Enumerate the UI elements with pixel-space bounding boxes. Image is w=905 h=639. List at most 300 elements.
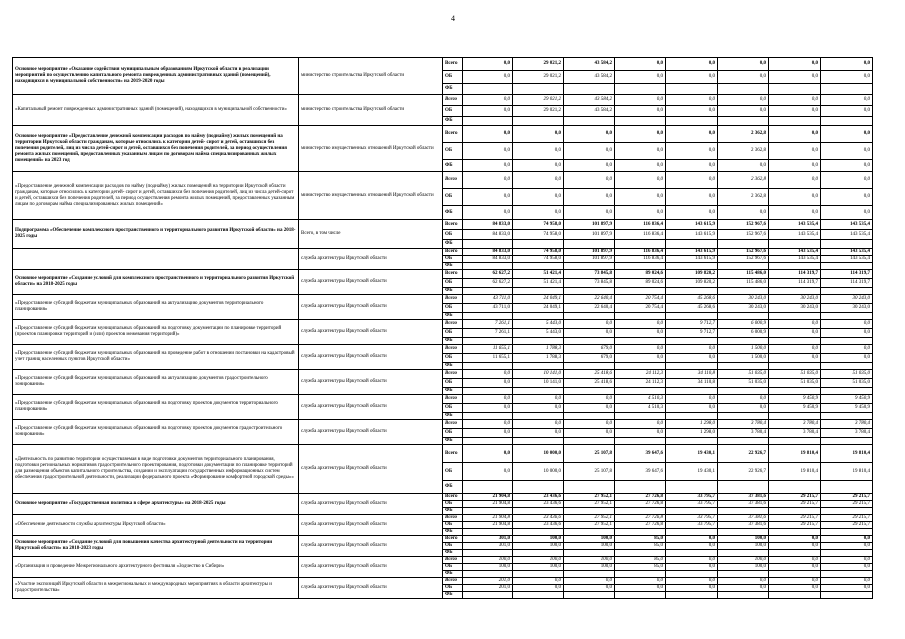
funding-source-cell: Всего bbox=[443, 270, 463, 279]
amount-cell: 33 795,7 bbox=[666, 522, 718, 529]
executor-cell: служба архитектуры Иркутской области bbox=[299, 270, 443, 295]
executor-cell: министерство строительства Иркутской области bbox=[299, 95, 443, 126]
executor-cell: Всего, в том числе bbox=[299, 220, 443, 249]
amount-cell bbox=[564, 550, 615, 557]
amount-cell: 100,0 bbox=[513, 564, 564, 571]
amount-cell: 143 615,9 bbox=[666, 256, 718, 263]
amount-cell bbox=[513, 508, 564, 515]
amount-cell: 114 319,7 bbox=[821, 270, 873, 279]
amount-cell: 2 362,8 bbox=[718, 143, 769, 160]
amount-cell: 0,0 bbox=[463, 143, 513, 160]
funding-source-cell: Всего bbox=[443, 295, 463, 304]
amount-cell bbox=[615, 438, 666, 445]
executor-cell: служба архитектуры Иркутской области bbox=[299, 370, 443, 395]
executor-cell: министерство строительства Иркутской области bbox=[299, 58, 443, 95]
amount-cell bbox=[666, 388, 718, 395]
amount-cell: 43 711,0 bbox=[463, 304, 513, 313]
amount-cell: 4 510,3 bbox=[615, 395, 666, 404]
amount-cell bbox=[463, 481, 513, 494]
amount-cell bbox=[769, 571, 821, 578]
amount-cell: 0,0 bbox=[513, 172, 564, 189]
amount-cell: 0,0 bbox=[821, 354, 873, 363]
amount-cell bbox=[718, 263, 769, 270]
amount-cell: 73 845,8 bbox=[564, 279, 615, 288]
amount-cell: 9 450,9 bbox=[769, 404, 821, 413]
amount-cell: 101 897,9 bbox=[564, 220, 615, 230]
table-row bbox=[13, 345, 873, 354]
amount-cell bbox=[615, 84, 666, 95]
amount-cell: 29 215,7 bbox=[769, 515, 821, 522]
amount-cell: 10 141,0 bbox=[513, 379, 564, 388]
amount-cell: 43 584,2 bbox=[564, 58, 615, 71]
amount-cell bbox=[769, 529, 821, 536]
amount-cell: 0,0 bbox=[666, 58, 718, 71]
executor-cell: служба архитектуры Иркутской области bbox=[299, 515, 443, 536]
amount-cell: 37 381,6 bbox=[718, 494, 769, 501]
amount-cell bbox=[564, 481, 615, 494]
amount-cell: 9 450,9 bbox=[821, 395, 873, 404]
amount-cell: 0,0 bbox=[666, 345, 718, 354]
table-row bbox=[13, 445, 873, 463]
amount-cell: 0,0 bbox=[666, 189, 718, 206]
amount-cell bbox=[513, 438, 564, 445]
amount-cell bbox=[463, 529, 513, 536]
amount-cell: 0,0 bbox=[463, 71, 513, 84]
amount-cell: 30 243,0 bbox=[769, 304, 821, 313]
amount-cell bbox=[769, 288, 821, 295]
amount-cell: 0,0 bbox=[718, 585, 769, 592]
funding-source-cell: ФБ bbox=[443, 571, 463, 578]
table-row bbox=[13, 494, 873, 501]
funding-source-cell: ОБ bbox=[443, 279, 463, 288]
amount-cell: 0,0 bbox=[615, 58, 666, 71]
amount-cell: 27 952,1 bbox=[564, 501, 615, 508]
amount-cell: 0,0 bbox=[769, 71, 821, 84]
amount-cell: 24 112,3 bbox=[615, 370, 666, 379]
amount-cell: 100,0 bbox=[718, 557, 769, 564]
amount-cell bbox=[769, 363, 821, 370]
amount-cell: 25 418,6 bbox=[564, 370, 615, 379]
amount-cell bbox=[513, 529, 564, 536]
amount-cell: 0,0 bbox=[666, 126, 718, 143]
amount-cell: 0,0 bbox=[513, 404, 564, 413]
amount-cell: 3 780,4 bbox=[769, 429, 821, 438]
amount-cell: 3 780,4 bbox=[718, 420, 769, 429]
executor-cell: служба архитектуры Иркутской области bbox=[299, 536, 443, 557]
amount-cell: 0,0 bbox=[769, 172, 821, 189]
measure-name-cell: «Предоставление субсидий бюджетам муниципальных образований на актуализацию документов градостроительного зонирования» bbox=[13, 370, 299, 395]
measure-name-cell bbox=[13, 249, 299, 270]
amount-cell bbox=[463, 288, 513, 295]
amount-cell bbox=[666, 263, 718, 270]
amount-cell bbox=[821, 84, 873, 95]
funding-source-cell: ОБ bbox=[443, 143, 463, 160]
funding-source-cell: ОБ bbox=[443, 501, 463, 508]
table-row bbox=[13, 58, 873, 71]
amount-cell bbox=[463, 338, 513, 345]
amount-cell bbox=[666, 529, 718, 536]
amount-cell: 84 833,0 bbox=[463, 230, 513, 240]
amount-cell bbox=[615, 413, 666, 420]
amount-cell: 85,0 bbox=[615, 557, 666, 564]
executor-cell: служба архитектуры Иркутской области bbox=[299, 345, 443, 370]
amount-cell: 1 500,0 bbox=[718, 345, 769, 354]
amount-cell: 29 021,2 bbox=[513, 71, 564, 84]
amount-cell bbox=[564, 571, 615, 578]
amount-cell bbox=[564, 263, 615, 270]
funding-source-cell: ОБ bbox=[443, 585, 463, 592]
amount-cell bbox=[718, 240, 769, 249]
amount-cell: 0,0 bbox=[769, 354, 821, 363]
amount-cell bbox=[769, 592, 821, 599]
amount-cell bbox=[615, 240, 666, 249]
amount-cell: 0,0 bbox=[615, 429, 666, 438]
funding-source-cell: ОБ bbox=[443, 230, 463, 240]
amount-cell: 0,0 bbox=[666, 404, 718, 413]
amount-cell bbox=[513, 263, 564, 270]
amount-cell: 0,0 bbox=[769, 345, 821, 354]
amount-cell bbox=[463, 508, 513, 515]
amount-cell: 5 443,0 bbox=[513, 320, 564, 329]
executor-cell: министерство имущественных отношений Иркутской области bbox=[299, 126, 443, 172]
amount-cell bbox=[718, 550, 769, 557]
funding-source-cell: ФБ bbox=[443, 550, 463, 557]
amount-cell: 37 381,6 bbox=[718, 515, 769, 522]
amount-cell: 0,0 bbox=[821, 320, 873, 329]
funding-source-cell: Всего bbox=[443, 345, 463, 354]
amount-cell: 29 021,2 bbox=[513, 106, 564, 117]
amount-cell bbox=[666, 313, 718, 320]
table-row bbox=[13, 172, 873, 189]
amount-cell: 2 362,8 bbox=[718, 126, 769, 143]
amount-cell: 143 535,4 bbox=[821, 220, 873, 230]
amount-cell: 0,0 bbox=[769, 578, 821, 585]
amount-cell bbox=[821, 263, 873, 270]
amount-cell: 100,0 bbox=[513, 536, 564, 543]
amount-cell bbox=[769, 263, 821, 270]
amount-cell: 100,0 bbox=[513, 543, 564, 550]
amount-cell: 0,0 bbox=[718, 106, 769, 117]
amount-cell: 2 362,8 bbox=[718, 189, 769, 206]
amount-cell bbox=[666, 84, 718, 95]
table-row bbox=[13, 126, 873, 143]
amount-cell: 0,0 bbox=[564, 143, 615, 160]
amount-cell: 0,0 bbox=[821, 206, 873, 220]
amount-cell: 10 141,0 bbox=[513, 370, 564, 379]
amount-cell bbox=[564, 338, 615, 345]
measure-name-cell: «Предоставление денежной компенсации расходов по найму (поднайму) жилых помещений на территории Иркутской области гражданам, которые относились к категории детей- сирот и детей, оставшихся без попечения родителей, лиц из числа детей-сирот и детей, оставшихся без попечения родителей, за период осуществления ремонта жилых помещений, предоставленных указанным лицам по договорам найма специализированных жилых помещений» bbox=[13, 172, 299, 220]
amount-cell: 0,0 bbox=[463, 172, 513, 189]
amount-cell: 0,0 bbox=[718, 71, 769, 84]
measure-name-cell: Основное мероприятие «Оказание содействия муниципальным образованиям Иркутской области в реализации мероприятий по осуществлению капитального ремонта поврежденных административных зданий (помещений), находящихся в муниципальной собственности» на 2019-2020 годы bbox=[13, 58, 299, 95]
amount-cell bbox=[513, 117, 564, 126]
amount-cell: 100,0 bbox=[463, 564, 513, 571]
amount-cell: 0,0 bbox=[769, 106, 821, 117]
amount-cell bbox=[513, 338, 564, 345]
amount-cell bbox=[564, 84, 615, 95]
amount-cell bbox=[769, 240, 821, 249]
amount-cell: 0,0 bbox=[666, 395, 718, 404]
funding-source-cell: ФБ bbox=[443, 529, 463, 536]
amount-cell bbox=[564, 313, 615, 320]
amount-cell: 0,0 bbox=[615, 126, 666, 143]
amount-cell: 45 268,6 bbox=[666, 295, 718, 304]
executor-cell: служба архитектуры Иркутской области bbox=[299, 578, 443, 599]
executor-cell: служба архитектуры Иркутской области bbox=[299, 420, 443, 445]
amount-cell: 9 450,9 bbox=[821, 404, 873, 413]
executor-cell: служба архитектуры Иркутской области bbox=[299, 295, 443, 320]
amount-cell bbox=[666, 338, 718, 345]
amount-cell: 143 535,4 bbox=[769, 220, 821, 230]
funding-source-cell: ОБ bbox=[443, 564, 463, 571]
amount-cell: 29 215,7 bbox=[821, 522, 873, 529]
amount-cell: 0,0 bbox=[718, 395, 769, 404]
measure-name-cell: Основное мероприятие «Предоставление денежной компенсации расходов по найму (поднайму) жилых помещений на территории Иркутской области гражданам, которые относились к категории детей- сирот и детей, оставшихся без попечения родителей, лиц из числа детей-сирот и детей, оставшихся без попечения родителей, за период осуществления ремонта жилых помещений, предоставленных указанным лицам по договорам найма специализированных жилых помещений» на 2023 год bbox=[13, 126, 299, 172]
amount-cell: 143 615,9 bbox=[666, 230, 718, 240]
amount-cell: 33 795,7 bbox=[666, 515, 718, 522]
amount-cell: 116 836,4 bbox=[615, 220, 666, 230]
amount-cell: 0,0 bbox=[821, 126, 873, 143]
amount-cell: 7 261,1 bbox=[463, 329, 513, 338]
measure-name-cell: «Предоставление субсидий бюджетам муниципальных образований на актуализацию документов территориального планирования» bbox=[13, 295, 299, 320]
amount-cell: 23 436,6 bbox=[513, 522, 564, 529]
amount-cell: 0,0 bbox=[615, 172, 666, 189]
amount-cell: 29 215,7 bbox=[769, 494, 821, 501]
amount-cell: 0,0 bbox=[513, 420, 564, 429]
amount-cell: 30 243,0 bbox=[821, 304, 873, 313]
amount-cell bbox=[615, 288, 666, 295]
amount-cell: 5 443,0 bbox=[513, 329, 564, 338]
amount-cell: 0,0 bbox=[666, 206, 718, 220]
amount-cell: 4 510,3 bbox=[615, 404, 666, 413]
amount-cell: 109 820,2 bbox=[666, 270, 718, 279]
amount-cell: 0,0 bbox=[463, 206, 513, 220]
amount-cell: 0,0 bbox=[564, 420, 615, 429]
amount-cell bbox=[769, 413, 821, 420]
amount-cell: 0,0 bbox=[463, 404, 513, 413]
amount-cell: 37 381,6 bbox=[718, 501, 769, 508]
amount-cell: 0,0 bbox=[564, 329, 615, 338]
amount-cell: 0,0 bbox=[463, 463, 513, 481]
amount-cell bbox=[718, 508, 769, 515]
amount-cell: 89 024,6 bbox=[615, 279, 666, 288]
amount-cell bbox=[821, 388, 873, 395]
amount-cell: 2 362,8 bbox=[718, 172, 769, 189]
amount-cell: 101 897,9 bbox=[564, 256, 615, 263]
amount-cell: 0,0 bbox=[463, 126, 513, 143]
amount-cell: 152 967,6 bbox=[718, 220, 769, 230]
funding-source-cell: ОБ bbox=[443, 404, 463, 413]
amount-cell bbox=[769, 313, 821, 320]
amount-cell: 84 833,0 bbox=[463, 249, 513, 256]
amount-cell: 3 780,4 bbox=[769, 420, 821, 429]
amount-cell bbox=[821, 508, 873, 515]
amount-cell: 100,0 bbox=[718, 543, 769, 550]
amount-cell: 0,0 bbox=[463, 106, 513, 117]
amount-cell: 30 243,0 bbox=[718, 304, 769, 313]
funding-source-cell: Всего bbox=[443, 536, 463, 543]
amount-cell: 62 627,2 bbox=[463, 279, 513, 288]
funding-source-cell: ФБ bbox=[443, 413, 463, 420]
table-row bbox=[13, 515, 873, 522]
table-row bbox=[13, 270, 873, 279]
amount-cell bbox=[615, 592, 666, 599]
table-row bbox=[13, 370, 873, 379]
amount-cell bbox=[769, 117, 821, 126]
amount-cell: 0,0 bbox=[615, 329, 666, 338]
amount-cell bbox=[615, 363, 666, 370]
measure-name-cell: Основное мероприятие «Государственная политика в сфере архитектуры» на 2018-2025 годы bbox=[13, 494, 299, 515]
amount-cell: 51 421,4 bbox=[513, 270, 564, 279]
amount-cell bbox=[718, 363, 769, 370]
funding-source-cell: Всего bbox=[443, 370, 463, 379]
funding-source-cell: ФБ bbox=[443, 388, 463, 395]
amount-cell: 0,0 bbox=[666, 143, 718, 160]
amount-cell: 679,0 bbox=[564, 345, 615, 354]
amount-cell: 0,0 bbox=[821, 189, 873, 206]
amount-cell: 100,0 bbox=[463, 557, 513, 564]
amount-cell: 0,0 bbox=[821, 172, 873, 189]
funding-source-cell: ОБ bbox=[443, 463, 463, 481]
amount-cell: 33 795,7 bbox=[666, 501, 718, 508]
amount-cell: 85,0 bbox=[615, 564, 666, 571]
amount-cell bbox=[821, 288, 873, 295]
amount-cell: 201,0 bbox=[463, 585, 513, 592]
amount-cell bbox=[821, 413, 873, 420]
amount-cell: 39 647,6 bbox=[615, 445, 666, 463]
amount-cell: 0,0 bbox=[769, 160, 821, 172]
amount-cell: 100,0 bbox=[564, 536, 615, 543]
amount-cell: 0,0 bbox=[666, 585, 718, 592]
amount-cell: 3 780,4 bbox=[821, 429, 873, 438]
amount-cell: 22 926,7 bbox=[718, 445, 769, 463]
amount-cell bbox=[718, 338, 769, 345]
amount-cell: 0,0 bbox=[615, 320, 666, 329]
amount-cell: 19 810,4 bbox=[821, 463, 873, 481]
amount-cell: 0,0 bbox=[463, 395, 513, 404]
table-row bbox=[13, 536, 873, 543]
executor-cell: служба архитектуры Иркутской области bbox=[299, 445, 443, 494]
amount-cell: 0,0 bbox=[821, 543, 873, 550]
amount-cell: 0,0 bbox=[666, 106, 718, 117]
funding-source-cell: ФБ bbox=[443, 117, 463, 126]
amount-cell bbox=[821, 550, 873, 557]
amount-cell: 0,0 bbox=[666, 578, 718, 585]
amount-cell bbox=[463, 363, 513, 370]
amount-cell bbox=[718, 571, 769, 578]
budget-table bbox=[12, 57, 873, 599]
amount-cell: 45 268,6 bbox=[666, 304, 718, 313]
amount-cell: 0,0 bbox=[463, 58, 513, 71]
amount-cell: 0,0 bbox=[666, 557, 718, 564]
amount-cell: 0,0 bbox=[564, 126, 615, 143]
funding-source-cell: ФБ bbox=[443, 206, 463, 220]
amount-cell: 301,0 bbox=[463, 536, 513, 543]
amount-cell: 0,0 bbox=[666, 95, 718, 106]
amount-cell: 21 904,8 bbox=[463, 515, 513, 522]
amount-cell: 0,0 bbox=[513, 429, 564, 438]
amount-cell: 27 952,1 bbox=[564, 515, 615, 522]
amount-cell: 143 615,9 bbox=[666, 220, 718, 230]
funding-source-cell: ФБ bbox=[443, 263, 463, 270]
amount-cell: 74 958,0 bbox=[513, 249, 564, 256]
funding-source-cell: Всего bbox=[443, 578, 463, 585]
measure-name-cell: «Обеспечение деятельности службы архитектуры Иркутской области» bbox=[13, 515, 299, 536]
funding-source-cell: ФБ bbox=[443, 481, 463, 494]
amount-cell: 20 754,4 bbox=[615, 304, 666, 313]
amount-cell: 116 836,4 bbox=[615, 230, 666, 240]
amount-cell bbox=[513, 240, 564, 249]
amount-cell bbox=[821, 571, 873, 578]
amount-cell: 9 450,9 bbox=[769, 395, 821, 404]
amount-cell: 0,0 bbox=[666, 160, 718, 172]
amount-cell: 0,0 bbox=[769, 585, 821, 592]
amount-cell: 116 836,4 bbox=[615, 249, 666, 256]
amount-cell bbox=[615, 550, 666, 557]
amount-cell: 100,0 bbox=[564, 564, 615, 571]
funding-source-cell: ФБ bbox=[443, 240, 463, 249]
amount-cell: 0,0 bbox=[821, 564, 873, 571]
table-row bbox=[13, 220, 873, 230]
measure-name-cell: «Деятельность по развитию территории осуществляемая в виде подготовки документов территориального планирования, подготовки региональных нормативов градостроительного проектирования, подготовки документации по планировке территорий для размещения объектов капитального строительства, создании и эксплуатации государственных информационных систем обеспечения градостроительной деятельности, реализации федерального проекта «Формирование комфортной городской среды»» bbox=[13, 445, 299, 494]
funding-source-cell: ФБ bbox=[443, 313, 463, 320]
amount-cell bbox=[769, 388, 821, 395]
measure-name-cell: «Капитальный ремонт поврежденных административных зданий (помещений), находящихся в муниципальной собственности» bbox=[13, 95, 299, 126]
amount-cell bbox=[821, 313, 873, 320]
amount-cell: 0,0 bbox=[821, 557, 873, 564]
amount-cell: 51 035,0 bbox=[769, 370, 821, 379]
amount-cell: 1 788,3 bbox=[513, 354, 564, 363]
amount-cell: 0,0 bbox=[769, 95, 821, 106]
amount-cell bbox=[666, 413, 718, 420]
amount-cell bbox=[718, 313, 769, 320]
funding-source-cell: ФБ bbox=[443, 438, 463, 445]
amount-cell: 0,0 bbox=[615, 143, 666, 160]
amount-cell: 85,0 bbox=[615, 536, 666, 543]
amount-cell: 0,0 bbox=[564, 172, 615, 189]
amount-cell bbox=[718, 288, 769, 295]
amount-cell bbox=[666, 438, 718, 445]
amount-cell bbox=[463, 263, 513, 270]
amount-cell: 89 024,6 bbox=[615, 270, 666, 279]
measure-name-cell: «Предоставление субсидий бюджетам муниципальных образований на подготовку проектов документов территориального планирования» bbox=[13, 395, 299, 420]
amount-cell: 0,0 bbox=[769, 329, 821, 338]
amount-cell bbox=[463, 313, 513, 320]
amount-cell: 34 110,8 bbox=[666, 370, 718, 379]
amount-cell bbox=[463, 592, 513, 599]
funding-source-cell: ОБ bbox=[443, 543, 463, 550]
funding-source-cell: Всего bbox=[443, 557, 463, 564]
amount-cell: 34 110,8 bbox=[666, 379, 718, 388]
amount-cell: 62 627,2 bbox=[463, 270, 513, 279]
amount-cell: 0,0 bbox=[564, 585, 615, 592]
amount-cell: 0,0 bbox=[718, 404, 769, 413]
funding-source-cell: Всего bbox=[443, 58, 463, 71]
amount-cell bbox=[718, 529, 769, 536]
amount-cell: 19 430,1 bbox=[666, 463, 718, 481]
amount-cell: 143 535,4 bbox=[821, 230, 873, 240]
amount-cell: 0,0 bbox=[718, 206, 769, 220]
amount-cell bbox=[564, 413, 615, 420]
amount-cell: 33 795,7 bbox=[666, 494, 718, 501]
amount-cell bbox=[615, 481, 666, 494]
amount-cell: 19 810,4 bbox=[821, 445, 873, 463]
amount-cell bbox=[666, 240, 718, 249]
amount-cell: 0,0 bbox=[513, 160, 564, 172]
amount-cell: 29 215,7 bbox=[821, 494, 873, 501]
measure-name-cell: «Участие экспозиций Иркутской области в межрегиональных и международных мероприятиях в области архитектуры и градостроительства» bbox=[13, 578, 299, 599]
amount-cell: 0,0 bbox=[718, 160, 769, 172]
